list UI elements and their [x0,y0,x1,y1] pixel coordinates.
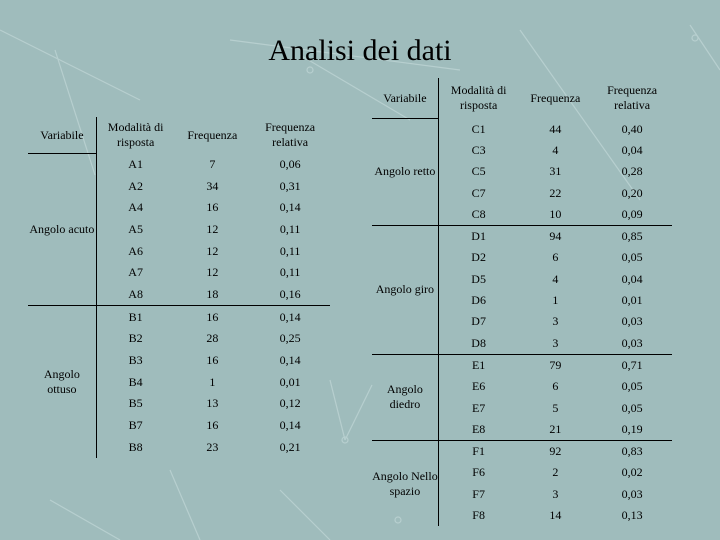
table-row [372,354,672,376]
table-row [372,440,672,462]
relativa-cell: 0,05 [621,400,643,415]
modalita-cell: E8 [471,421,486,436]
frequenza-cell: 44 [549,121,562,136]
header-relativa: Frequenza relativa [265,120,316,150]
modalita-cell: E6 [471,379,486,394]
modalita-cell: E7 [471,400,486,415]
variable-cell: Angolo retto [372,119,438,226]
modalita-cell: B5 [128,396,143,411]
modalita-cell: C8 [471,206,486,221]
frequenza-cell: 4 [552,142,559,157]
frequenza-cell: 12 [206,265,219,280]
relativa-cell: 0,16 [279,286,301,301]
frequenza-cell: 12 [206,243,219,258]
frequenza-cell: 92 [518,440,592,462]
frequenza-cell: 5 [552,400,559,415]
relativa-cell: 0,01 [279,374,301,389]
header-relativa: Frequenza relativa [607,83,658,113]
frequenza-cell: 22 [549,185,562,200]
table-header-row [372,78,672,119]
relativa-cell: 0,14 [279,200,301,215]
frequenza-cell: 14 [549,507,562,522]
table-header-row [28,117,330,154]
modalita-cell: D5 [471,271,486,286]
variable-cell: Angolo Nello spazio [372,440,438,526]
relativa-cell: 0,14 [279,418,301,433]
frequenza-cell: 3 [552,335,559,350]
right-table [372,78,672,526]
frequenza-cell: 31 [549,164,562,179]
relativa-cell: 0,21 [279,439,301,454]
frequenza-cell: 2 [552,465,559,480]
modalita-cell: A5 [128,221,143,236]
modalita-cell: F7 [472,486,485,501]
relativa-cell: 0,04 [621,142,643,157]
modalita-cell: D7 [471,314,486,329]
frequenza-cell: 3 [552,486,559,501]
relativa-cell: 0,04 [621,271,643,286]
relativa-cell: 0,05 [621,250,643,265]
header-frequenza: Frequenza [187,127,238,142]
modalita-cell: B3 [128,353,143,368]
modalita-cell: D6 [471,293,486,308]
relativa-cell: 0,01 [621,293,643,308]
relativa-cell: 0,14 [250,306,330,328]
modalita-cell: A7 [128,265,143,280]
relativa-cell: 0,85 [592,225,672,247]
table-row [372,119,672,140]
frequenza-cell: 16 [174,306,250,328]
variable-cell: Angolo diedro [372,354,438,440]
relativa-cell: 0,25 [279,331,301,346]
frequenza-cell: 6 [552,250,559,265]
relativa-cell: 0,14 [279,353,301,368]
modalita-cell: B7 [128,418,143,433]
frequenza-cell: 1 [552,293,559,308]
relativa-cell: 0,11 [279,265,301,280]
relativa-cell: 0,11 [279,243,301,258]
frequenza-cell: 4 [552,271,559,286]
frequenza-cell: 16 [206,353,219,368]
modalita-cell: F6 [472,465,485,480]
relativa-cell: 0,28 [621,164,643,179]
modalita-cell: C7 [471,185,486,200]
relativa-cell: 0,09 [621,206,643,221]
frequenza-cell: 10 [549,206,562,221]
relativa-cell: 0,11 [279,221,301,236]
modalita-cell: B8 [128,439,143,454]
relativa-cell: 0,13 [621,507,643,522]
modalita-cell: D8 [471,335,486,350]
relativa-cell: 0,12 [279,396,301,411]
modalita-cell: D2 [471,250,486,265]
modalita-cell: F1 [438,440,518,462]
table-row [372,225,672,247]
modalita-cell: B1 [96,306,174,328]
modalita-cell: C5 [471,164,486,179]
frequenza-cell: 13 [206,396,219,411]
left-table [28,117,330,458]
relativa-cell: 0,19 [621,421,643,436]
frequenza-cell: 34 [206,178,219,193]
frequenza-cell: 6 [552,379,559,394]
frequenza-cell: 23 [206,439,219,454]
header-variabile: Variabile [28,117,96,154]
left-table-body [28,154,330,459]
relativa-cell: 0,02 [621,465,643,480]
header-variabile: Variabile [372,78,438,119]
relativa-cell: 0,03 [621,314,643,329]
header-frequenza: Frequenza [530,90,581,105]
modalita-cell: B4 [128,374,143,389]
frequenza-cell: 94 [518,225,592,247]
variable-cell: Angolo giro [372,225,438,354]
frequenza-cell: 21 [549,421,562,436]
frequenza-cell: 1 [209,374,216,389]
relativa-cell: 0,31 [279,178,301,193]
relativa-cell: 0,83 [592,440,672,462]
header-modalita: Modalità di risposta [107,120,164,150]
variable-cell: Angolo acuto [28,154,96,306]
modalita-cell: C3 [471,142,486,157]
frequenza-cell: 3 [552,314,559,329]
modalita-cell: C1 [471,121,486,136]
modalita-cell: A6 [128,243,143,258]
relativa-cell: 0,71 [592,354,672,376]
table-row [28,306,330,328]
relativa-cell: 0,06 [279,156,301,171]
header-modalita: Modalità di risposta [450,83,507,113]
relativa-cell: 0,03 [621,335,643,350]
right-table-body [372,119,672,527]
modalita-cell: A1 [128,156,143,171]
modalita-cell: B2 [128,331,143,346]
frequenza-cell: 12 [206,221,219,236]
frequenza-cell: 79 [518,354,592,376]
table-row [28,154,330,176]
frequenza-cell: 7 [209,156,216,171]
page-title: Analisi dei dati [268,34,452,67]
modalita-cell: F8 [472,507,485,522]
variable-cell: Angolo ottuso [28,306,96,458]
frequenza-cell: 16 [206,418,219,433]
relativa-cell: 0,20 [621,185,643,200]
frequenza-cell: 28 [206,331,219,346]
modalita-cell: A8 [128,286,143,301]
modalita-cell: A2 [128,178,143,193]
frequenza-cell: 18 [206,286,219,301]
relativa-cell: 0,03 [621,486,643,501]
modalita-cell: A4 [128,200,143,215]
frequenza-cell: 16 [206,200,219,215]
relativa-cell: 0,05 [621,379,643,394]
modalita-cell: E1 [438,354,518,376]
modalita-cell: D1 [438,225,518,247]
relativa-cell: 0,40 [621,121,643,136]
